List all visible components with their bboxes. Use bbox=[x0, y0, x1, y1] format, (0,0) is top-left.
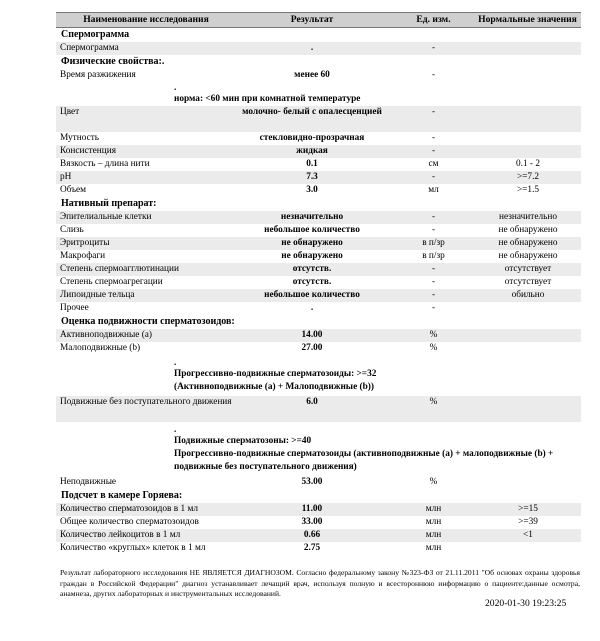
table-row bbox=[56, 529, 581, 542]
row-name: Консистенция bbox=[60, 146, 116, 156]
table-row bbox=[56, 503, 581, 516]
physical-note: норма: <60 мин при комнатной температуре bbox=[174, 94, 361, 104]
table-row bbox=[56, 132, 581, 145]
row-name: Макрофаги bbox=[60, 251, 106, 261]
row-unit: в п/зр bbox=[422, 251, 445, 261]
row-norm: отсутствует bbox=[504, 264, 552, 274]
row-result: 14.00 bbox=[301, 330, 323, 340]
row-result: молочно- белый с опалесценцией bbox=[242, 107, 382, 117]
row-result: 11.00 bbox=[301, 504, 323, 514]
row-norm: >=7.2 bbox=[516, 172, 540, 182]
section-native: Нативный препарат: bbox=[61, 198, 157, 209]
row-norm: >=1.5 bbox=[516, 185, 540, 195]
row-result: 0.1 bbox=[306, 159, 318, 169]
row-result: не обнаружено bbox=[281, 238, 343, 248]
row-name: Эпителиальные клетки bbox=[60, 212, 152, 222]
row-unit: - bbox=[431, 107, 436, 117]
row-name: Объем bbox=[60, 185, 87, 195]
row-result: менее 60 bbox=[294, 70, 330, 80]
row-result: 3.0 bbox=[306, 185, 318, 195]
row-norm: не обнаружено bbox=[498, 225, 558, 235]
row-unit: - bbox=[431, 290, 436, 300]
row-unit: - bbox=[431, 212, 436, 222]
row-unit: млн bbox=[425, 517, 442, 527]
row-name: Спермограмма bbox=[60, 43, 119, 53]
header-name: Наименование исследования bbox=[83, 14, 209, 25]
table-row bbox=[56, 263, 581, 276]
row-name: Степень спермоагрегации bbox=[60, 277, 163, 287]
row-name: Малоподвижные (b) bbox=[60, 343, 141, 353]
row-unit: мл bbox=[428, 185, 439, 195]
row-result: стекловидно-прозрачная bbox=[259, 133, 365, 143]
table-row bbox=[56, 42, 581, 55]
row-result: 7.3 bbox=[306, 172, 318, 182]
group-physical2 bbox=[56, 106, 581, 197]
table-row bbox=[56, 69, 581, 82]
group-spermogram bbox=[56, 42, 581, 55]
row-norm: отсутствует bbox=[504, 277, 552, 287]
row-name: Степень спермоагглютинации bbox=[60, 264, 179, 274]
row-name: Неподвижные bbox=[60, 477, 117, 487]
table-row bbox=[56, 106, 581, 132]
row-unit: - bbox=[431, 303, 436, 313]
row-norm: обильно bbox=[511, 290, 545, 300]
section-spermogram: Спермограмма bbox=[61, 29, 130, 40]
row-unit: - bbox=[431, 172, 436, 182]
row-unit: млн bbox=[425, 543, 442, 553]
section-goryaev: Подсчет в камере Горяева: bbox=[61, 490, 183, 501]
table-header bbox=[56, 12, 581, 28]
row-name: Прочее bbox=[60, 303, 89, 313]
row-result: 53.00 bbox=[301, 477, 323, 487]
row-name: Количество «круглых» клеток в 1 мл bbox=[60, 543, 206, 553]
group-native bbox=[56, 211, 581, 315]
row-result: небольшое количество bbox=[264, 290, 360, 300]
row-result: не обнаружено bbox=[281, 251, 343, 261]
motility-note2-dot: . bbox=[174, 425, 177, 435]
row-result: 6.0 bbox=[306, 397, 318, 407]
section-motility: Оценка подвижности сперматозоидов: bbox=[61, 316, 235, 327]
row-unit: млн bbox=[425, 530, 442, 540]
row-unit: - bbox=[431, 277, 436, 287]
table-row bbox=[56, 302, 581, 315]
row-unit: - bbox=[431, 43, 436, 53]
row-unit: - bbox=[431, 146, 436, 156]
row-result: 0.66 bbox=[303, 530, 321, 540]
row-name: Цвет bbox=[60, 107, 80, 117]
group-physical bbox=[56, 69, 581, 82]
table-row bbox=[56, 158, 581, 171]
row-result: отсутств. bbox=[292, 264, 332, 274]
table-row bbox=[56, 171, 581, 184]
table-row bbox=[56, 145, 581, 158]
row-name: Количество лейкоцитов в 1 мл bbox=[60, 530, 181, 540]
row-name: Слизь bbox=[60, 225, 84, 235]
row-name: Подвижные без поступательного движения bbox=[60, 397, 232, 407]
row-result: 2.75 bbox=[303, 543, 321, 553]
row-name: Липоидные тельца bbox=[60, 290, 135, 300]
motility-note1-dot: . bbox=[174, 358, 177, 368]
row-norm: не обнаружено bbox=[498, 251, 558, 261]
row-result: . bbox=[310, 303, 314, 313]
row-norm: >=15 bbox=[518, 504, 538, 514]
table-row bbox=[56, 276, 581, 289]
row-unit: - bbox=[431, 225, 436, 235]
motility-note2-line2: Прогрессивно-подвижные сперматозоиды (активноподвижные (а) + малоподвижные (b) + подвижные без поступательного движения) bbox=[174, 449, 554, 472]
group-motility3 bbox=[56, 476, 581, 489]
row-result: 27.00 bbox=[301, 343, 323, 353]
table-row bbox=[56, 250, 581, 263]
row-unit: - bbox=[431, 70, 436, 80]
row-result: жидкая bbox=[296, 146, 328, 156]
row-name: Активноподвижные (а) bbox=[60, 330, 153, 340]
row-result: незначительно bbox=[280, 212, 344, 222]
row-unit: % bbox=[429, 397, 438, 407]
table-row bbox=[56, 396, 581, 422]
motility-note1-line2: (Активноподвижные (а) + Малоподвижные (b)) bbox=[174, 382, 374, 392]
row-norm: незначительно bbox=[499, 212, 557, 222]
row-unit: % bbox=[429, 477, 438, 487]
row-name: Вязкость – длина нити bbox=[60, 159, 150, 169]
row-name: Мутность bbox=[60, 133, 100, 143]
header-result: Результат bbox=[290, 14, 334, 25]
footer-disclaimer: Результат лабораторного исследования НЕ ЯВЛЯЕТСЯ ДИАГНОЗОМ. Согласно федеральному закону №323-ФЗ от 21.11.2011 "Об основах охраны здоровья граждан в Российской Федерации" диагноз устанавливает лечащий врач, используя полную и всестороннюю информацию о пациенте:данные осмотра, анамнеза, других лабораторных и инструментальных исследований. bbox=[60, 568, 580, 598]
row-name: Количество сперматозоидов в 1 мл bbox=[60, 504, 198, 514]
row-unit: - bbox=[431, 133, 436, 143]
row-unit: см bbox=[428, 159, 439, 169]
row-unit: в п/зр bbox=[422, 238, 445, 248]
table-row bbox=[56, 516, 581, 529]
report-datetime: 2020-01-30 19:23:25 bbox=[485, 598, 567, 609]
table-row bbox=[56, 237, 581, 250]
lab-report bbox=[56, 12, 581, 555]
row-result: . bbox=[310, 43, 314, 53]
motility-note2-line1: Подвижные сперматозоны: >=40 bbox=[174, 436, 312, 446]
row-name: Время разжижения bbox=[60, 70, 136, 80]
table-row bbox=[56, 289, 581, 302]
group-goryaev bbox=[56, 503, 581, 555]
table-row bbox=[56, 211, 581, 224]
row-result: отсутств. bbox=[292, 277, 332, 287]
row-name: Общее количество сперматозоидов bbox=[60, 517, 199, 527]
row-result: небольшое количество bbox=[264, 225, 360, 235]
row-unit: % bbox=[429, 343, 438, 353]
section-physical: Физические свойства:. bbox=[61, 56, 165, 67]
motility-note1-line1: Прогрессивно-подвижные сперматозоиды: >=32 bbox=[174, 369, 377, 379]
row-norm: 0.1 - 2 bbox=[515, 159, 540, 169]
table-row bbox=[56, 184, 581, 197]
table-row bbox=[56, 542, 581, 555]
group-motility bbox=[56, 329, 581, 355]
table-row bbox=[56, 224, 581, 237]
row-norm: <1 bbox=[523, 530, 533, 540]
row-unit: - bbox=[431, 264, 436, 274]
header-norm: Нормальные значения bbox=[478, 14, 577, 25]
table-row bbox=[56, 342, 581, 355]
row-name: pH bbox=[60, 172, 72, 182]
physical-note-dot: . bbox=[174, 83, 177, 93]
row-unit: % bbox=[429, 330, 438, 340]
row-norm: не обнаружено bbox=[498, 238, 558, 248]
group-motility2 bbox=[56, 396, 581, 422]
table-row bbox=[56, 476, 581, 489]
row-norm: >=39 bbox=[518, 517, 538, 527]
row-unit: млн bbox=[425, 504, 442, 514]
table-row bbox=[56, 329, 581, 342]
row-name: Эритроциты bbox=[60, 238, 110, 248]
row-result: 33.00 bbox=[301, 517, 323, 527]
header-unit: Ед. изм. bbox=[416, 14, 451, 25]
